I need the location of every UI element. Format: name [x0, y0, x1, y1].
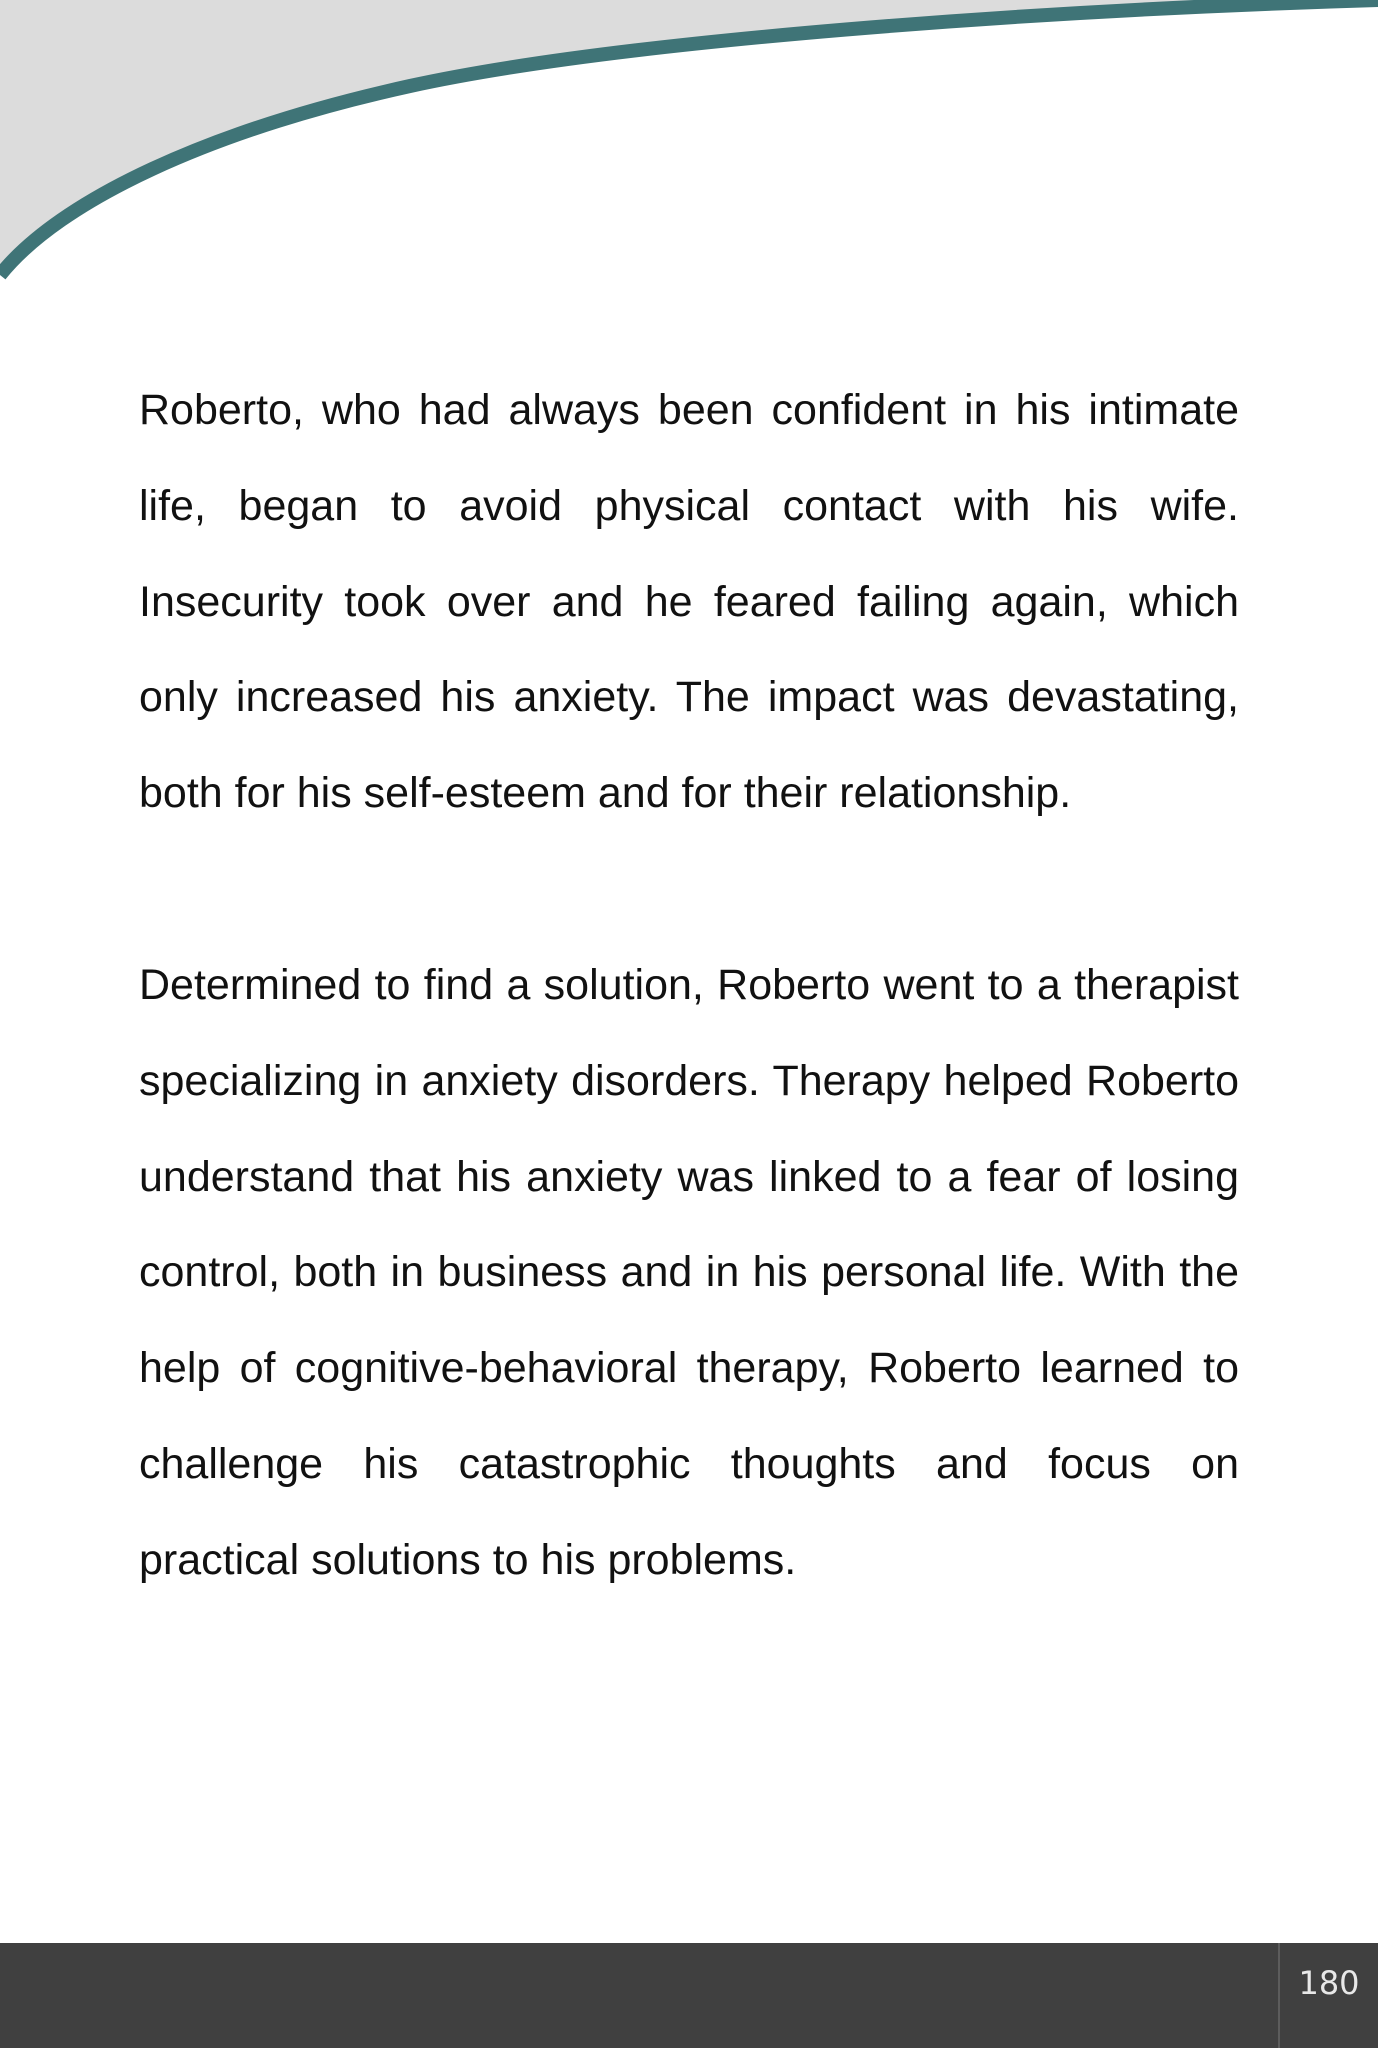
body-paragraph-2: Determined to find a solution, Roberto went to a therapist specializing in anxiety disorders. Therapy helped Roberto understand that his anxiety was linked to a fear of losing control, both in business and in his personal life. With the help of cognitive-behavioral therapy, Roberto learned to challenge his catastrophic thoughts and focus on practical solutions to his problems. [139, 960, 1239, 1584]
page-number: 180 [1278, 1943, 1378, 2048]
footer-bar [0, 1943, 1378, 2048]
body-paragraph-1: Roberto, who had always been confident in his intimate life, began to avoid physical contact with his wife. Insecurity took over and he feared failing again, which only increased his anxiety. The impact was devastating, both for his self-esteem and for their relationship. [139, 386, 1239, 818]
page-body [139, 363, 1239, 1609]
header-curve-decoration [0, 0, 1378, 300]
